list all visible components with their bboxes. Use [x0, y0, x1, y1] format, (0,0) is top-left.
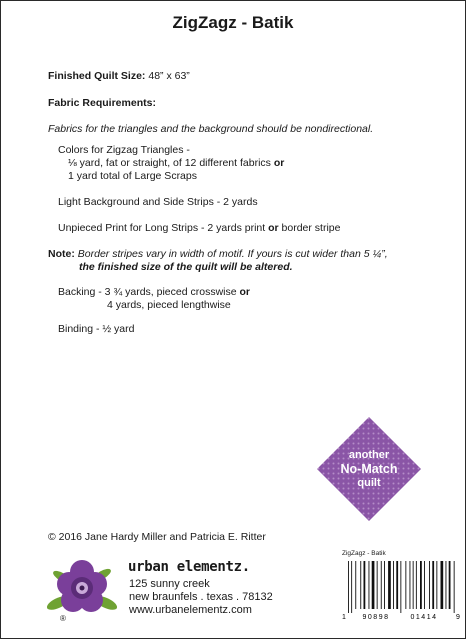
finished-size — [48, 70, 190, 82]
barcode-bar — [393, 561, 394, 609]
barcode-bar — [429, 561, 430, 609]
website: www.urbanelementz.com — [129, 604, 252, 616]
barcode-bar — [396, 561, 398, 609]
unpieced-print — [58, 222, 340, 234]
light-background: Light Background and Side Strips - 2 yards — [58, 196, 258, 208]
barcode-bar — [449, 561, 451, 609]
note-label: Note: — [48, 248, 75, 260]
barcode-bar — [360, 561, 361, 609]
barcode-bar — [364, 561, 366, 609]
barcode-digit-end: 9 — [456, 614, 460, 621]
barcode-bar — [436, 561, 437, 609]
barcode-title: ZigZagz - Batik — [342, 550, 386, 557]
barcode-bar — [384, 561, 385, 609]
backing-line1 — [58, 286, 250, 298]
flower-logo-icon — [44, 557, 120, 619]
barcode-bar — [405, 561, 406, 609]
barcode-digits-right: 01414 — [410, 614, 438, 621]
page-title: ZigZagz - Batik — [172, 13, 294, 32]
finished-size-label: Finished Quilt Size: — [48, 70, 146, 82]
backing-or: or — [239, 286, 250, 298]
badge-line1: another — [348, 449, 390, 461]
badge-line3: quilt — [357, 477, 381, 489]
colors-heading: Colors for Zigzag Triangles - — [58, 144, 190, 156]
barcode-bar — [377, 561, 378, 609]
brand-name: urban elementz. — [128, 559, 250, 575]
barcode-bars — [348, 561, 455, 613]
registered-mark: ® — [60, 614, 66, 623]
finished-size-value: 48” x 63” — [145, 70, 190, 82]
fabric-note: Fabrics for the triangles and the background should be nondirectional. — [48, 123, 374, 135]
barcode-bar — [369, 561, 370, 609]
note-line2: the finished size of the quilt will be altered. — [79, 261, 293, 273]
badge-line2: No-Match — [340, 462, 398, 476]
barcode-bar — [381, 561, 382, 609]
colors-or: or — [273, 157, 285, 169]
colors-line2: 1 yard total of Large Scraps — [68, 170, 197, 182]
barcode-bar — [446, 561, 447, 609]
barcode-bar — [432, 561, 434, 609]
barcode — [340, 557, 460, 621]
unpieced-text: Unpieced Print for Long Strips - 2 yards print — [58, 222, 269, 234]
copyright: © 2016 Jane Hardy Miller and Patricia E. Ritter — [48, 531, 266, 543]
barcode-bar — [424, 561, 425, 609]
unpieced-or: or — [268, 222, 279, 234]
barcode-bar — [355, 561, 356, 609]
address-city: new braunfels . texas . 78132 — [129, 591, 273, 603]
note-text: Border stripes vary in width of motif. If yours is cut wider than 5 ¼”, — [74, 248, 388, 260]
barcode-bar — [351, 561, 352, 613]
fabric-heading: Fabric Requirements: — [48, 97, 156, 109]
barcode-digit-start: 1 — [342, 614, 346, 621]
barcode-digits-left: 90898 — [362, 614, 390, 621]
barcode-bar — [416, 561, 417, 609]
barcode-bar — [372, 561, 375, 609]
barcode-bar — [413, 561, 414, 609]
barcode-bar — [454, 561, 455, 613]
barcode-bar — [388, 561, 391, 609]
binding: Binding - ½ yard — [58, 323, 135, 335]
address-street: 125 sunny creek — [129, 578, 210, 590]
colors-line1 — [68, 157, 284, 169]
barcode-bar — [410, 561, 411, 609]
colors-line1-text: ⅛ yard, fat or straight, of 12 different fabrics — [68, 157, 271, 169]
backing-text: Backing - 3 ¾ yards, pieced crosswise — [58, 286, 240, 298]
barcode-bar — [400, 561, 401, 613]
barcode-bar — [441, 561, 444, 609]
note-line1 — [48, 248, 388, 260]
barcode-bar — [348, 561, 349, 613]
no-match-badge — [316, 416, 422, 522]
backing-line2: 4 yards, pieced lengthwise — [107, 299, 231, 311]
barcode-bar — [420, 561, 422, 609]
unpieced-end: border stripe — [278, 222, 341, 234]
